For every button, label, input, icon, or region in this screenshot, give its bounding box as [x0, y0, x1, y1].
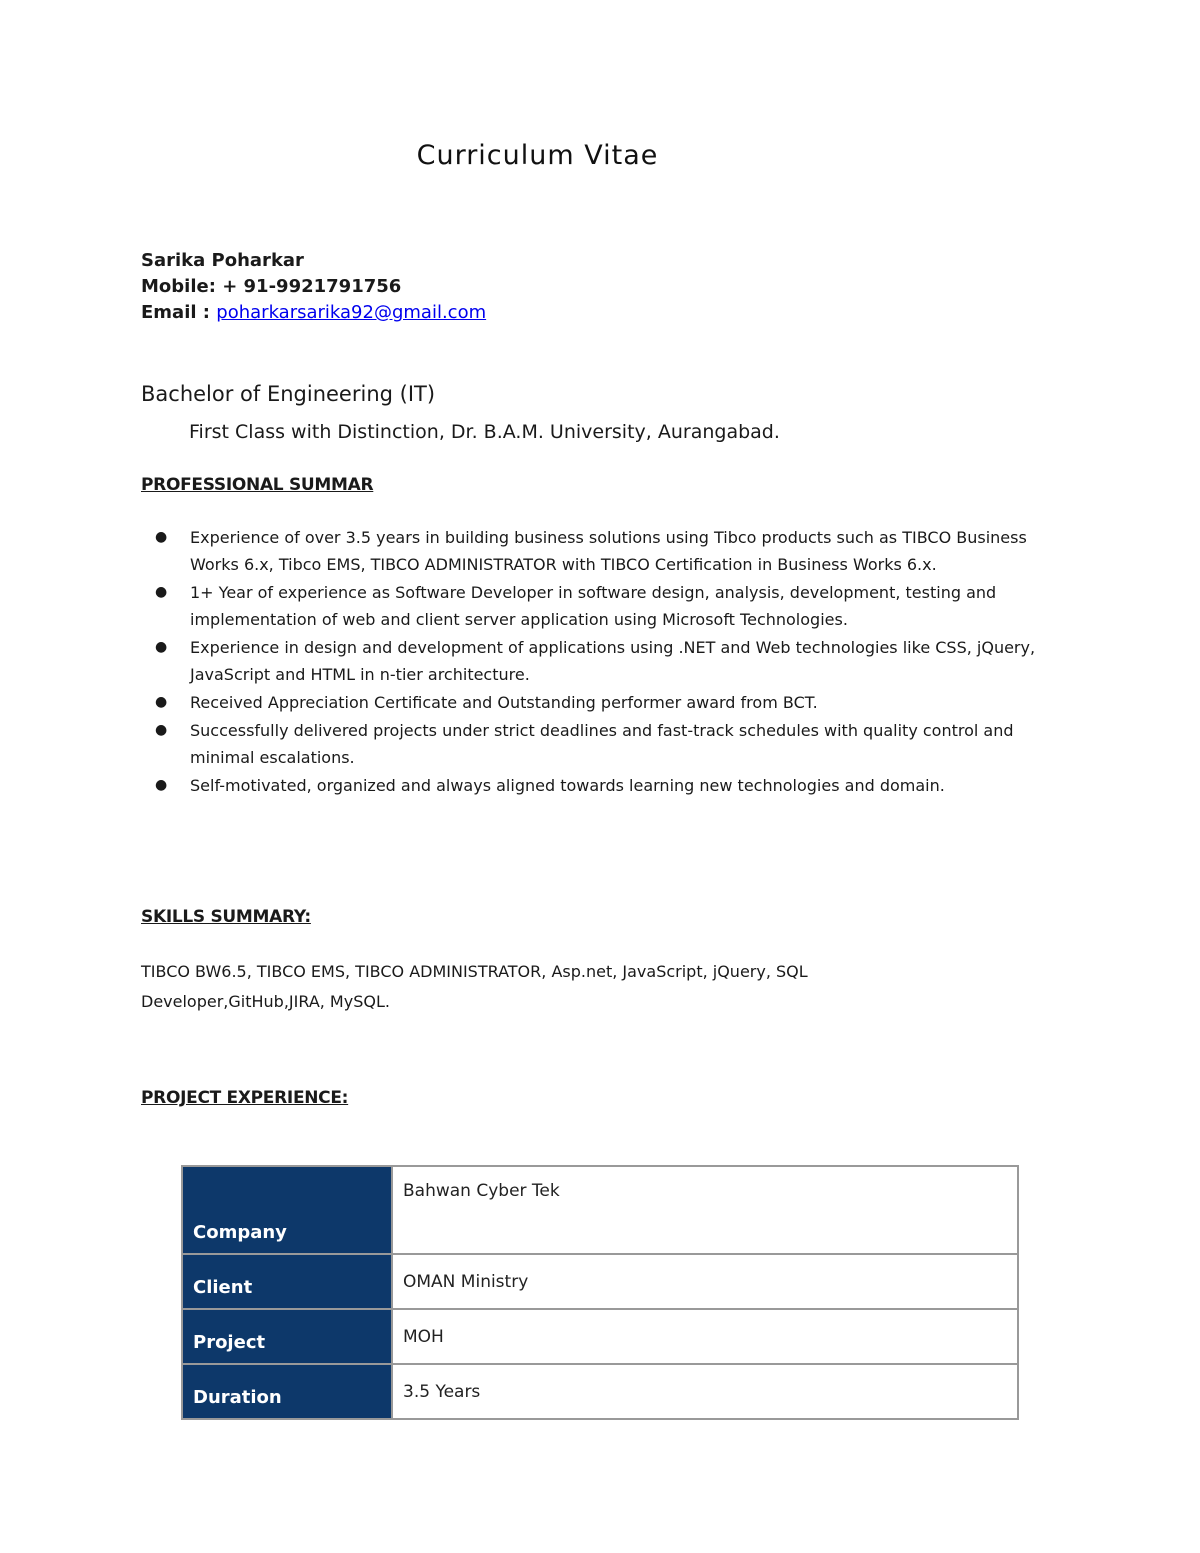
degree-title: Bachelor of Engineering (IT)	[141, 382, 436, 406]
email-link[interactable]: poharkarsarika92@gmail.com	[216, 302, 487, 323]
list-item: ● Self-motivated, organized and always aligned towards learning new technologies and domain.	[141, 772, 1071, 799]
professional-summary-list	[141, 524, 1071, 800]
row-value-duration: 3.5 Years	[392, 1364, 1018, 1419]
bullet-icon: ●	[155, 722, 168, 738]
bullet-icon: ●	[155, 639, 168, 655]
row-label-project: Project	[182, 1309, 392, 1364]
table-row	[182, 1254, 1018, 1309]
bullet-icon: ●	[155, 529, 168, 545]
bullet-icon: ●	[155, 694, 168, 710]
row-label-duration: Duration	[182, 1364, 392, 1419]
list-item: ● Received Appreciation Certificate and Outstanding performer award from BCT.	[141, 689, 1071, 716]
list-item: ● Successfully delivered projects under strict deadlines and fast-track schedules with quality control and minimal escalations.	[141, 717, 1071, 771]
row-value-client: OMAN Ministry	[392, 1254, 1018, 1309]
skills-summary-heading: SKILLS SUMMARY:	[141, 907, 311, 927]
list-item: ● Experience of over 3.5 years in building business solutions using Tibco products such as TIBCO Business Works 6.x, Tibco EMS, TIBCO ADMINISTRATOR with TIBCO Certification in Business Works 6.x.	[141, 524, 1071, 578]
mobile-label: Mobile:	[141, 276, 216, 297]
table-row	[182, 1166, 1018, 1254]
contact-block	[141, 248, 486, 326]
row-value-company: Bahwan Cyber Tek	[392, 1166, 1018, 1254]
project-experience-heading: PROJECT EXPERIENCE:	[141, 1088, 349, 1108]
email-label: Email :	[141, 302, 211, 323]
mobile-value: + 91-9921791756	[215, 276, 402, 297]
list-item: ● Experience in design and development of applications using .NET and Web technologies like CSS, jQuery, JavaScript and HTML in n-tier architecture.	[141, 634, 1071, 688]
table-row	[182, 1364, 1018, 1419]
document-title: Curriculum Vitae	[416, 140, 659, 171]
table-row	[182, 1309, 1018, 1364]
bullet-icon: ●	[155, 777, 168, 793]
list-item: ● 1+ Year of experience as Software Developer in software design, analysis, development, testing and implementation of web and client server application using Microsoft Technologies.	[141, 579, 1071, 633]
bullet-icon: ●	[155, 584, 168, 600]
candidate-name: Sarika Poharkar	[141, 250, 304, 271]
row-value-project: MOH	[392, 1309, 1018, 1364]
professional-summary-heading: PROFESSIONAL SUMMAR	[141, 475, 374, 495]
row-label-company: Company	[182, 1166, 392, 1254]
mobile-row	[141, 274, 486, 300]
degree-detail: First Class with Distinction, Dr. B.A.M. University, Aurangabad.	[189, 421, 780, 443]
skills-text: TIBCO BW6.5, TIBCO EMS, TIBCO ADMINISTRATOR, Asp.net, JavaScript, jQuery, SQL Developer,GitHub,JIRA, MySQL.	[141, 962, 808, 1011]
row-label-client: Client	[182, 1254, 392, 1309]
project-table	[181, 1165, 1019, 1420]
email-row	[141, 300, 486, 326]
